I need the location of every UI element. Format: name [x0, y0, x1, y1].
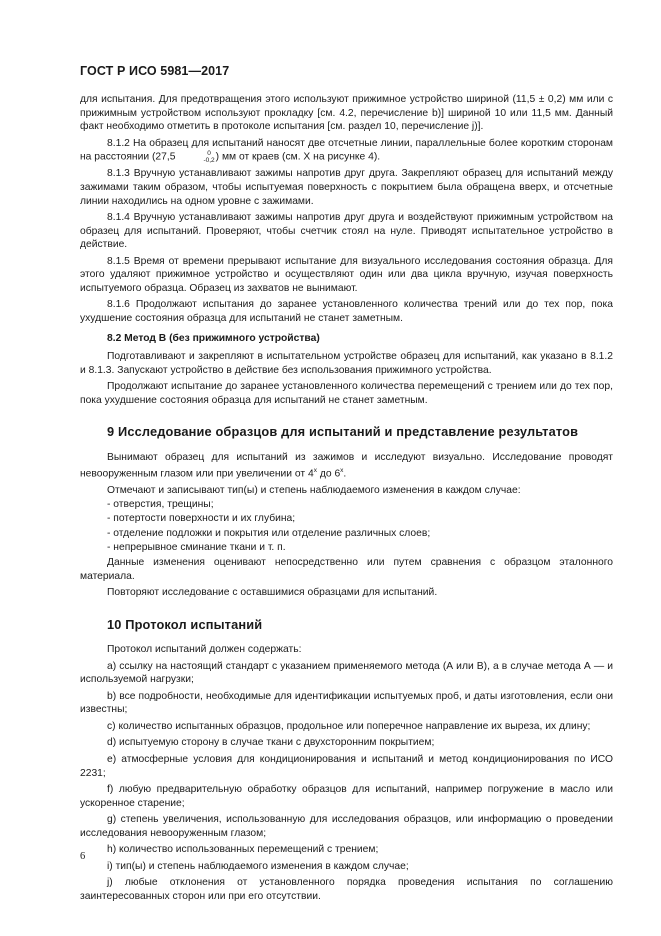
- list-item: - непрерывное сминание ткани и т. п.: [107, 542, 286, 554]
- list-item: h) количество использованных перемещений с трением;: [107, 844, 379, 856]
- subsection-heading-8-2: 8.2 Метод В (без прижимного устройства): [107, 333, 320, 345]
- list-item: f) любую предварительную обработку образцов для испытаний, например погружение в масло или ускоренное старение;: [80, 784, 613, 809]
- paragraph-9-c: Данные изменения оценивают непосредственно или путем сравнения с образцом эталонного материала.: [80, 557, 613, 582]
- paragraph-9-a-text: Вынимают образец для испытаний из зажимов и исследуют визуально. Исследование проводят невооруженным глазом или при увеличении от 4: [80, 451, 613, 480]
- page-body: [80, 93, 613, 906]
- list-item: - отверстия, трещины;: [107, 498, 214, 510]
- paragraph-8-1-4: 8.1.4 Вручную устанавливают зажимы напротив друг друга и воздействуют прижимным устройством на образец для испытаний. Проверяют, чтобы счетчик стоял на нуле. Приводят испытательное устройство в действие.: [80, 212, 613, 251]
- section-heading-9: 9 Исследование образцов для испытаний и представление результатов: [107, 424, 579, 440]
- list-item: g) степень увеличения, использованную для исследования образцов, или информацию о проведении исследования невооруженным глазом;: [80, 814, 613, 839]
- superscript-x-2: x: [340, 467, 344, 475]
- list-item: - отделение подложки и покрытия или отделение различных слоев;: [107, 527, 431, 539]
- paragraph-8-1-2-text: 8.1.2 На образец для испытаний наносят две отсчетные линии, параллельные более коротким сторонам на расстоянии (27,5: [80, 137, 613, 163]
- paragraph-8-1-2: [80, 137, 613, 165]
- list-item: d) испытуемую сторону в случае ткани с двухсторонним покрытием;: [107, 737, 435, 749]
- page-number: 6: [80, 851, 86, 862]
- list-item: e) атмосферные условия для кондиционирования и испытаний и метод кондиционирования по ИСО 2231;: [80, 754, 613, 779]
- paragraph-10-intro: Протокол испытаний должен содержать:: [107, 644, 302, 656]
- list-item: c) количество испытанных образцов, продольное или поперечное направление их выреза, их длину;: [107, 720, 591, 732]
- list-item: a) ссылку на настоящий стандарт с указанием применяемого метода (А или В), а в случае метода А — и используемой нагрузки;: [80, 660, 613, 686]
- superscript-x-1: x: [313, 467, 317, 475]
- paragraph-9-a: [80, 451, 613, 482]
- tolerance-upper: 0: [207, 150, 211, 158]
- paragraph-9-a-mid: до 6: [316, 468, 341, 480]
- paragraph-continuation: для испытания. Для предотвращения этого используют прижимное устройство шириной (11,5 ± 0,2) мм или с прижимным устройством используют прокладку [см. 4.2, перечисление b)] шириной 10 или 11,5 мм. Данный факт необходимо отметить в протоколе испытания [см. раздел 10, перечисление j)].: [80, 94, 613, 133]
- paragraph-9-d: Повторяют исследование с оставшимися образцами для испытаний.: [107, 587, 438, 599]
- paragraph-8-1-5: 8.1.5 Время от времени прерывают испытание для визуального исследования состояния образца. Для этого удаляют прижимное устройство и осуществляют один или два цикла вручную, изучая поверхность испытуемого образца. Образец из захватов не вынимают.: [80, 255, 613, 294]
- document-header: ГОСТ Р ИСО 5981—2017: [80, 64, 230, 78]
- paragraph-9-a-end: .: [343, 468, 347, 480]
- paragraph-8-2-b: Продолжают испытание до заранее установленного количества перемещений с трением или до тех пор, пока ухудшение состояния образца для испытаний не станет заметным.: [80, 381, 613, 406]
- tolerance-stack: [176, 150, 214, 164]
- section-heading-10: 10 Протокол испытаний: [107, 616, 263, 632]
- list-item: - потертости поверхности и их глубина;: [107, 513, 296, 525]
- list-item: b) все подробности, необходимые для идентификации испытуемых проб, и даты изготовления, если они известны;: [80, 690, 613, 716]
- paragraph-8-1-2-tail: ) мм от краев (см. X на рисунке 4).: [215, 151, 381, 163]
- paragraph-8-1-3: 8.1.3 Вручную устанавливают зажимы напротив друг друга. Закрепляют образец для испытаний между зажимами таким образом, чтобы испытуемая поверхность с покрытием была обращена вверх, и отсчетные линии находились на одном уровне с зажимами.: [80, 168, 613, 207]
- tolerance-lower: -0,2: [203, 157, 215, 165]
- paragraph-8-1-6: 8.1.6 Продолжают испытания до заранее установленного количества трений или до тех пор, пока ухудшение состояния образца для испытаний не станет заметным.: [80, 299, 613, 324]
- list-item: i) тип(ы) и степень наблюдаемого изменения в каждом случае;: [107, 860, 409, 872]
- paragraph-9-b: Отмечают и записывают тип(ы) и степень наблюдаемого изменения в каждом случае:: [107, 485, 521, 497]
- list-item: j) любые отклонения от установленного порядка проведения испытания по соглашению заинтересованных сторон или при его отсутствии.: [80, 877, 613, 902]
- paragraph-8-2-a: Подготавливают и закрепляют в испытательном устройстве образец для испытаний, как указано в 8.1.2 и 8.1.3. Запускают устройство в действие без использования прижимного устройства.: [80, 351, 613, 376]
